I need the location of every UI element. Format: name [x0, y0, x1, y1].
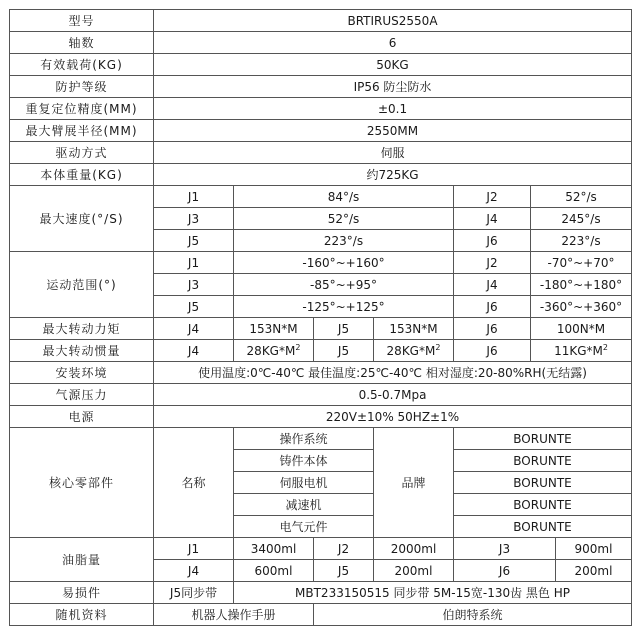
core-part-name: 伺服电机 — [234, 472, 374, 494]
motion-range-axis: J1 — [154, 252, 234, 274]
protection-value: IP56 防尘防水 — [154, 76, 632, 98]
row-repeatability — [10, 98, 632, 120]
accessories-label: 随机资料 — [10, 604, 154, 626]
grease-axis: J3 — [454, 538, 556, 560]
drive-label: 驱动方式 — [10, 142, 154, 164]
wear-parts-value: MBT233150515 同步带 5M-15宽-130齿 黑色 HP — [234, 582, 632, 604]
motion-range-axis: J4 — [454, 274, 531, 296]
motion-range-axis: J2 — [454, 252, 531, 274]
core-parts-label: 核心零部件 — [10, 428, 154, 538]
core-part-name: 减速机 — [234, 494, 374, 516]
max-inertia-label: 最大转动惯量 — [10, 340, 154, 362]
row-protection — [10, 76, 632, 98]
drive-value: 伺服 — [154, 142, 632, 164]
arm-reach-value: 2550MM — [154, 120, 632, 142]
max-torque-axis: J4 — [154, 318, 234, 340]
core-part-brand: BORUNTE — [454, 472, 632, 494]
max-speed-value: 84°/s — [234, 186, 454, 208]
max-speed-axis: J5 — [154, 230, 234, 252]
row-wear-parts — [10, 582, 632, 604]
grease-value: 600ml — [234, 560, 314, 582]
row-core-parts-1 — [10, 428, 632, 450]
max-speed-value: 223°/s — [531, 230, 632, 252]
protection-label: 防护等级 — [10, 76, 154, 98]
max-inertia-value: 28KG*M — [386, 343, 436, 358]
accessories-system: 伯朗特系统 — [314, 604, 632, 626]
grease-axis: J2 — [314, 538, 374, 560]
air-pressure-value: 0.5-0.7Mpa — [154, 384, 632, 406]
accessories-item: 机器人操作手册 — [154, 604, 314, 626]
motion-range-value: -180°~+180° — [531, 274, 632, 296]
max-speed-axis: J3 — [154, 208, 234, 230]
row-payload — [10, 54, 632, 76]
max-torque-axis: J5 — [314, 318, 374, 340]
core-part-brand: BORUNTE — [454, 450, 632, 472]
power-label: 电源 — [10, 406, 154, 428]
power-value: 220V±10% 50HZ±1% — [154, 406, 632, 428]
max-inertia-cell — [374, 340, 454, 362]
row-environment — [10, 362, 632, 384]
max-inertia-axis: J6 — [454, 340, 531, 362]
row-arm-reach — [10, 120, 632, 142]
row-grease-1 — [10, 538, 632, 560]
core-part-name: 铸件本体 — [234, 450, 374, 472]
grease-axis: J6 — [454, 560, 556, 582]
grease-value: 900ml — [556, 538, 632, 560]
max-torque-value: 153N*M — [234, 318, 314, 340]
grease-value: 200ml — [556, 560, 632, 582]
motion-range-value: -70°~+70° — [531, 252, 632, 274]
payload-value: 50KG — [154, 54, 632, 76]
row-air-pressure — [10, 384, 632, 406]
grease-value: 2000ml — [374, 538, 454, 560]
row-accessories — [10, 604, 632, 626]
wear-parts-part: J5同步带 — [154, 582, 234, 604]
row-max-speed-1 — [10, 186, 632, 208]
core-part-name: 操作系统 — [234, 428, 374, 450]
max-torque-value: 153N*M — [374, 318, 454, 340]
motion-range-axis: J5 — [154, 296, 234, 318]
max-inertia-axis: J4 — [154, 340, 234, 362]
body-weight-value: 约725KG — [154, 164, 632, 186]
grease-value: 3400ml — [234, 538, 314, 560]
row-body-weight — [10, 164, 632, 186]
core-part-name: 电气元件 — [234, 516, 374, 538]
core-part-brand: BORUNTE — [454, 494, 632, 516]
unit-exponent: 2 — [295, 342, 301, 352]
max-torque-label: 最大转动力矩 — [10, 318, 154, 340]
core-parts-brand-label: 品牌 — [374, 428, 454, 538]
max-inertia-axis: J5 — [314, 340, 374, 362]
model-value: BRTIRUS2550A — [154, 10, 632, 32]
motion-range-value: -360°~+360° — [531, 296, 632, 318]
max-speed-axis: J2 — [454, 186, 531, 208]
max-inertia-value: 11KG*M — [554, 343, 603, 358]
max-inertia-cell — [531, 340, 632, 362]
motion-range-axis: J6 — [454, 296, 531, 318]
motion-range-value: -125°~+125° — [234, 296, 454, 318]
row-motion-range-1 — [10, 252, 632, 274]
grease-label: 油脂量 — [10, 538, 154, 582]
model-label: 型号 — [10, 10, 154, 32]
row-drive — [10, 142, 632, 164]
axes-value: 6 — [154, 32, 632, 54]
max-torque-axis: J6 — [454, 318, 531, 340]
max-speed-value: 52°/s — [531, 186, 632, 208]
grease-axis: J4 — [154, 560, 234, 582]
max-speed-axis: J6 — [454, 230, 531, 252]
max-speed-axis: J4 — [454, 208, 531, 230]
max-inertia-value: 28KG*M — [246, 343, 296, 358]
motion-range-label: 运动范围(°) — [10, 252, 154, 318]
max-speed-value: 245°/s — [531, 208, 632, 230]
repeatability-label: 重复定位精度(MM) — [10, 98, 154, 120]
max-inertia-cell — [234, 340, 314, 362]
grease-axis: J1 — [154, 538, 234, 560]
unit-exponent: 2 — [435, 342, 441, 352]
max-speed-value: 52°/s — [234, 208, 454, 230]
motion-range-axis: J3 — [154, 274, 234, 296]
row-power — [10, 406, 632, 428]
grease-value: 200ml — [374, 560, 454, 582]
max-speed-label: 最大速度(°/S) — [10, 186, 154, 252]
motion-range-value: -85°~+95° — [234, 274, 454, 296]
core-parts-name-label: 名称 — [154, 428, 234, 538]
wear-parts-label: 易损件 — [10, 582, 154, 604]
core-part-brand: BORUNTE — [454, 516, 632, 538]
row-model — [10, 10, 632, 32]
arm-reach-label: 最大臂展半径(MM) — [10, 120, 154, 142]
grease-axis: J5 — [314, 560, 374, 582]
max-speed-value: 223°/s — [234, 230, 454, 252]
environment-label: 安装环境 — [10, 362, 154, 384]
max-speed-axis: J1 — [154, 186, 234, 208]
max-torque-value: 100N*M — [531, 318, 632, 340]
repeatability-value: ±0.1 — [154, 98, 632, 120]
core-part-brand: BORUNTE — [454, 428, 632, 450]
motion-range-value: -160°~+160° — [234, 252, 454, 274]
row-axes — [10, 32, 632, 54]
row-max-torque — [10, 318, 632, 340]
body-weight-label: 本体重量(KG) — [10, 164, 154, 186]
air-pressure-label: 气源压力 — [10, 384, 154, 406]
payload-label: 有效载荷(KG) — [10, 54, 154, 76]
spec-table — [9, 9, 632, 626]
unit-exponent: 2 — [602, 342, 608, 352]
row-max-inertia — [10, 340, 632, 362]
environment-value: 使用温度:0℃-40℃ 最佳温度:25℃-40℃ 相对湿度:20-80%RH(无结露) — [154, 362, 632, 384]
axes-label: 轴数 — [10, 32, 154, 54]
